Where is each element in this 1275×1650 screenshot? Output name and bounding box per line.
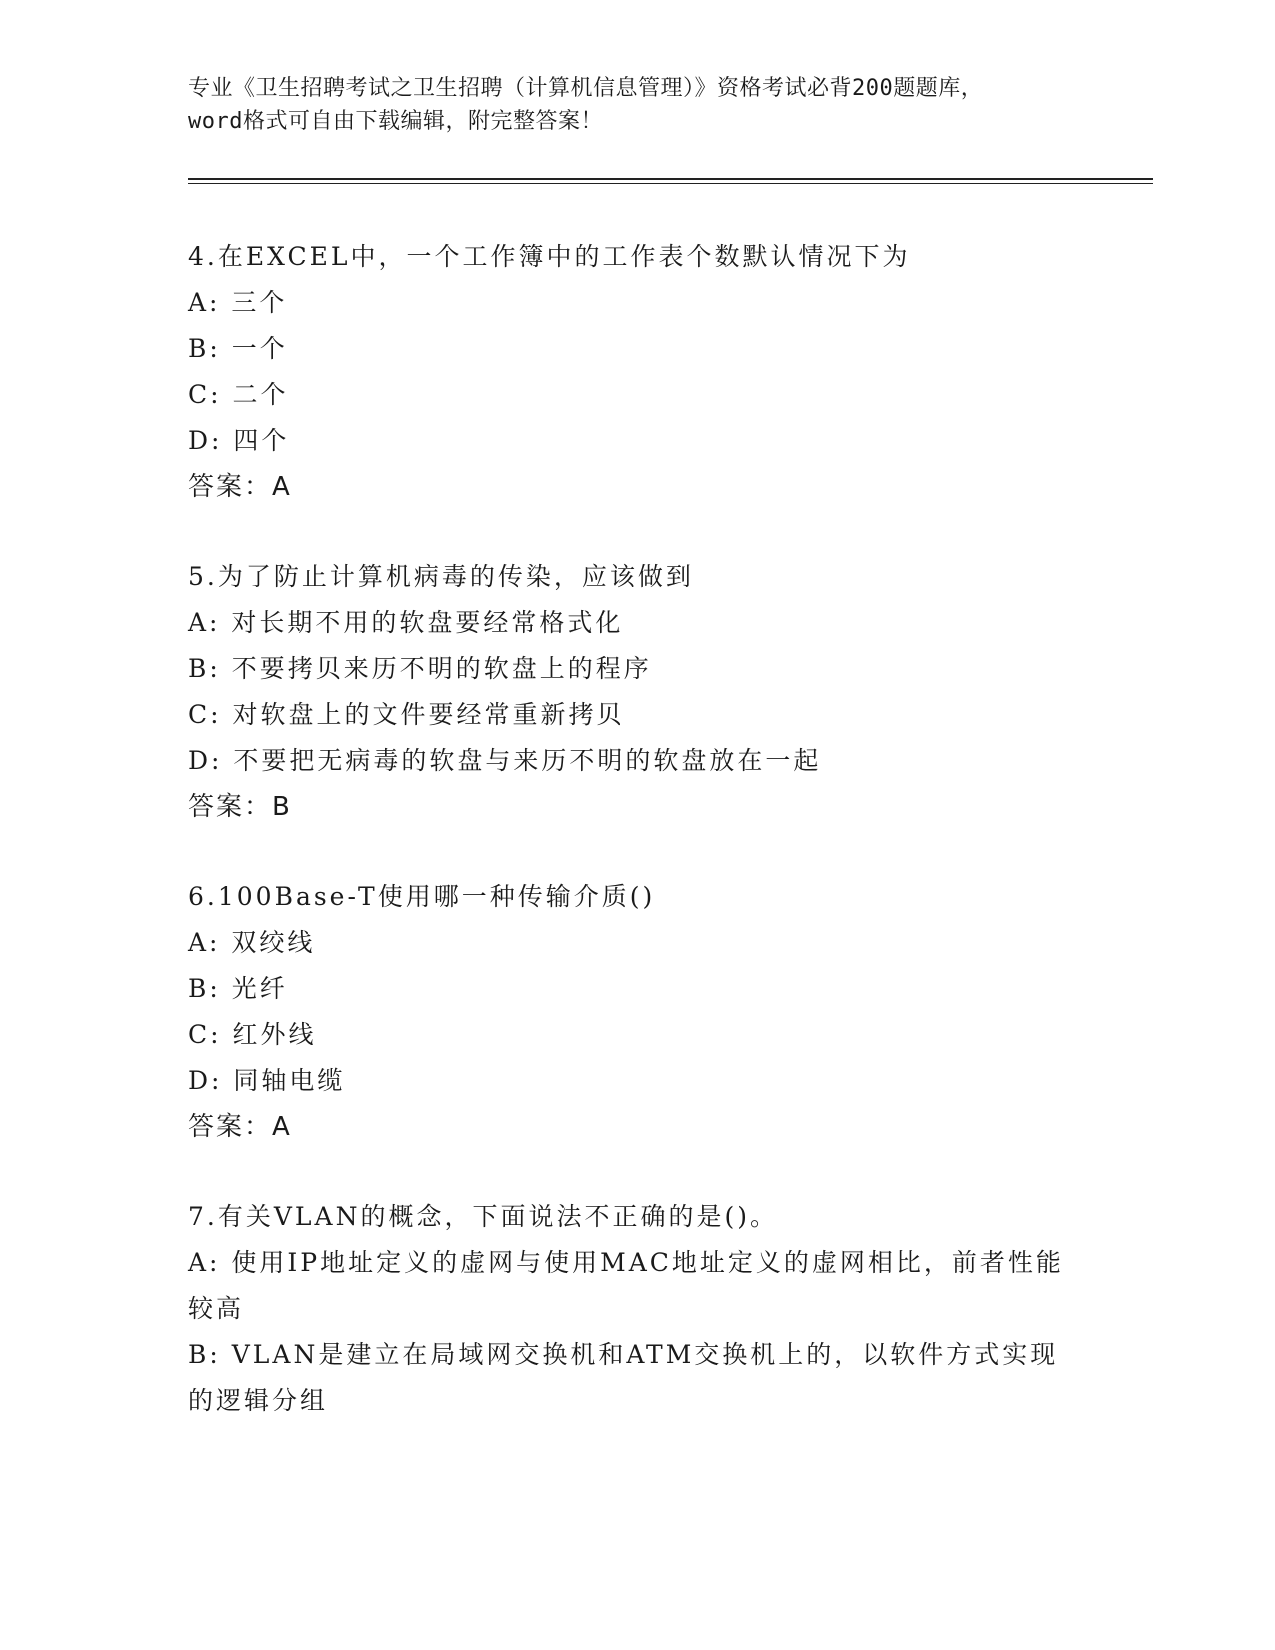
question-6: [188, 874, 1088, 1150]
question-list: [188, 234, 1088, 1468]
option-a: A: 使用IP地址定义的虚网与使用MAC地址定义的虚网相比，前者性能较高: [188, 1248, 1064, 1323]
question-7: [188, 1194, 1088, 1424]
question-stem: 6.100Base-T使用哪一种传输介质(): [188, 882, 656, 911]
option-c: C: 红外线: [188, 1020, 317, 1049]
option-c: C: 对软盘上的文件要经常重新拷贝: [188, 700, 625, 729]
option-a: A: 三个: [188, 288, 288, 317]
document-header: [188, 72, 1088, 138]
option-a: A: 对长期不用的软盘要经常格式化: [188, 608, 624, 637]
header-divider-thin: [188, 183, 1153, 184]
option-b: B: 一个: [188, 334, 288, 363]
option-b: B: 不要拷贝来历不明的软盘上的程序: [188, 654, 652, 683]
question-4: [188, 234, 1088, 510]
header-line-2: word格式可自由下载编辑，附完整答案！: [188, 109, 603, 134]
question-stem: 7.有关VLAN的概念，下面说法不正确的是()。: [188, 1202, 778, 1231]
header-divider-thick: [188, 178, 1153, 180]
option-b: B: VLAN是建立在局域网交换机和ATM交换机上的，以软件方式实现的逻辑分组: [188, 1340, 1059, 1415]
question-5: [188, 554, 1088, 830]
option-d: D: 同轴电缆: [188, 1066, 346, 1095]
answer-label: 答案：A: [188, 1112, 292, 1142]
answer-label: 答案：A: [188, 472, 292, 502]
option-b: B: 光纤: [188, 974, 288, 1003]
option-a: A: 双绞线: [188, 928, 316, 957]
header-line-1: 专业《卫生招聘考试之卫生招聘（计算机信息管理）》资格考试必背200题题库，: [188, 76, 984, 101]
question-stem: 4.在EXCEL中，一个工作簿中的工作表个数默认情况下为: [188, 242, 911, 271]
option-d: D: 四个: [188, 426, 290, 455]
option-d: D: 不要把无病毒的软盘与来历不明的软盘放在一起: [188, 746, 822, 775]
question-stem: 5.为了防止计算机病毒的传染，应该做到: [188, 562, 694, 591]
option-c: C: 二个: [188, 380, 289, 409]
answer-label: 答案：B: [188, 792, 292, 822]
